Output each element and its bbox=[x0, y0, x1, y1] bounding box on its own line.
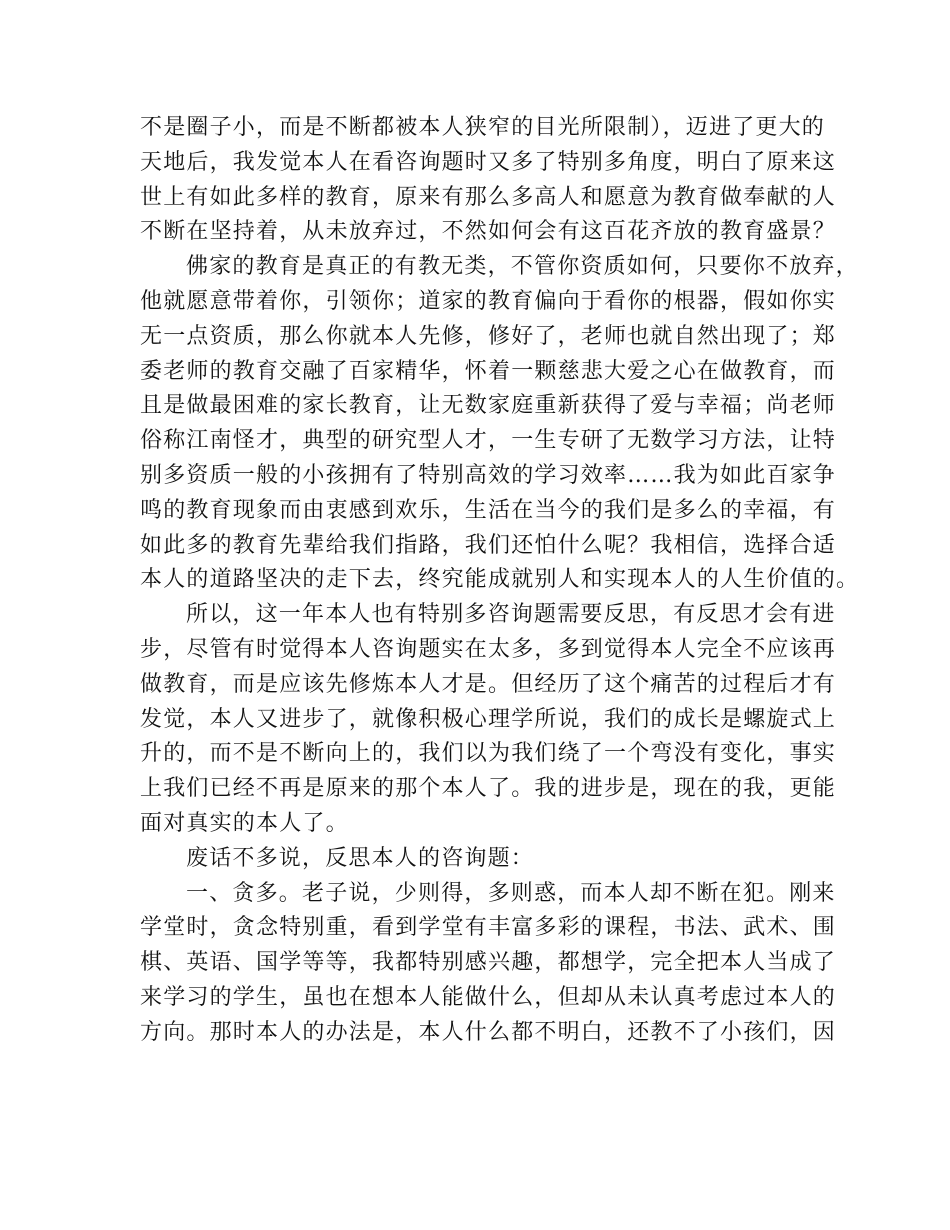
text-line: 如此多的教育先辈给我们指路，我们还怕什么呢？我相信，选择合适 bbox=[140, 532, 837, 558]
text-line: 别多资质一般的小孩拥有了特别高效的学习效率……我为如此百家争 bbox=[140, 462, 837, 488]
text-line: 且是做最困难的家长教育，让无数家庭重新获得了爱与幸福；尚老师 bbox=[140, 393, 837, 419]
text-line: 天地后，我发觉本人在看咨询题时又多了特别多角度，明白了原来这 bbox=[140, 149, 837, 175]
text-line: 世上有如此多样的教育，原来有那么多高人和愿意为教育做奉献的人 bbox=[140, 184, 837, 210]
text-line: 来学习的学生，虽也在想本人能做什么，但却从未认真考虑过本人的 bbox=[140, 984, 837, 1010]
text-line: 无一点资质，那么你就本人先修，修好了，老师也就自然出现了；郑 bbox=[140, 323, 837, 349]
body-text bbox=[140, 111, 860, 1051]
text-line: 他就愿意带着你，引领你；道家的教育偏向于看你的根器，假如你实 bbox=[140, 288, 837, 314]
text-line: 所以，这一年本人也有特别多咨询题需要反思，有反思才会有进 bbox=[186, 602, 836, 628]
text-line: 面对真实的本人了。 bbox=[140, 810, 349, 836]
text-line: 发觉，本人又进步了，就像积极心理学所说，我们的成长是螺旋式上 bbox=[140, 706, 837, 732]
text-line: 做教育，而是应该先修炼本人才是。但经历了这个痛苦的过程后才有 bbox=[140, 671, 837, 697]
text-line: 步，尽管有时觉得本人咨询题实在太多，多到觉得本人完全不应该再 bbox=[140, 636, 837, 662]
text-line: 佛家的教育是真正的有教无类，不管你资质如何，只要你不放弃， bbox=[186, 254, 859, 280]
text-line: 学堂时，贪念特别重，看到学堂有丰富多彩的课程，书法、武术、围 bbox=[140, 915, 837, 941]
text-line: 鸣的教育现象而由衷感到欢乐，生活在当今的我们是多么的幸福，有 bbox=[140, 497, 837, 523]
text-line: 不断在坚持着，从未放弃过，不然如何会有这百花齐放的教育盛景？ bbox=[140, 219, 837, 245]
text-line: 升的，而不是不断向上的，我们以为我们绕了一个弯没有变化，事实 bbox=[140, 741, 837, 767]
text-line: 本人的道路坚决的走下去，终究能成就别人和实现本人的人生价值的。 bbox=[140, 567, 860, 593]
text-line: 不是圈子小，而是不断都被本人狭窄的目光所限制），迈进了更大的 bbox=[140, 115, 826, 140]
text-line: 棋、英语、国学等等，我都特别感兴趣，都想学，完全把本人当成了 bbox=[140, 950, 837, 976]
text-line: 委老师的教育交融了百家精华，怀着一颗慈悲大爱之心在做教育，而 bbox=[140, 358, 837, 384]
text-line: 上我们已经不再是原来的那个本人了。我的进步是，现在的我，更能 bbox=[140, 776, 837, 802]
text-line: 方向。那时本人的办法是，本人什么都不明白，还教不了小孩们，因 bbox=[140, 1019, 837, 1045]
text-line: 废话不多说，反思本人的咨询题： bbox=[186, 845, 535, 871]
text-line: 俗称江南怪才，典型的研究型人才，一生专研了无数学习方法，让特 bbox=[140, 428, 837, 454]
text-line: 一、贪多。老子说，少则得，多则惑，而本人却不断在犯。刚来 bbox=[186, 880, 836, 906]
